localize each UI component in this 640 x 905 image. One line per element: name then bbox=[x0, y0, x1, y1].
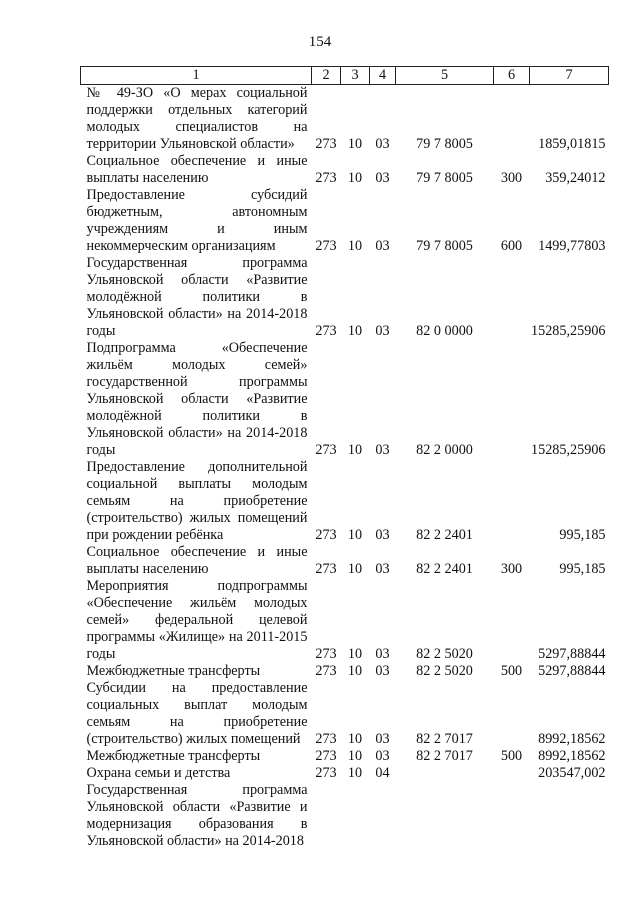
expense-type-code bbox=[494, 85, 530, 154]
column-header: 1 bbox=[81, 67, 312, 85]
target-article-code: 82 2 2401 bbox=[416, 561, 473, 577]
target-article-code: 79 7 8005 bbox=[416, 170, 473, 186]
expense-type-code bbox=[494, 340, 530, 459]
column-header: 6 bbox=[494, 67, 530, 85]
ministry-code: 273 bbox=[315, 731, 337, 747]
ministry-code: 273 bbox=[315, 765, 337, 781]
row-name: Подпрограмма «Обеспечение жильём молодых семей» государственной программы Ульяновской области «Развитие молодёжной политики в Ульяновской области» на 2014-2018 годы bbox=[86, 340, 308, 458]
amount: 203547,002 bbox=[538, 765, 606, 781]
ministry-code bbox=[312, 782, 341, 850]
section-code bbox=[341, 782, 370, 850]
row-name: Предоставление субсидий бюджетным, автономным учреждениям и иным некоммерческим организациям bbox=[86, 187, 308, 254]
table-row bbox=[81, 85, 609, 154]
subsection-code: 03 bbox=[375, 136, 390, 152]
amount: 5297,88844 bbox=[538, 663, 606, 679]
expense-type-code: 300 bbox=[500, 561, 523, 577]
column-header: 3 bbox=[341, 67, 370, 85]
subsection-code: 03 bbox=[375, 323, 390, 339]
table-row bbox=[81, 782, 609, 850]
ministry-code: 273 bbox=[315, 136, 337, 152]
subsection-code bbox=[370, 782, 396, 850]
ministry-code: 273 bbox=[315, 561, 337, 577]
amount: 5297,88844 bbox=[538, 646, 606, 662]
target-article-code bbox=[396, 782, 494, 850]
column-header: 2 bbox=[312, 67, 341, 85]
target-article-code: 82 2 5020 bbox=[416, 646, 473, 662]
amount: 995,185 bbox=[559, 527, 606, 543]
row-name: Мероприятия подпрограммы «Обеспечение жильём молодых семей» федеральной целевой программы «Жилище» на 2011-2015 годы bbox=[86, 578, 308, 662]
amount: 1499,77803 bbox=[538, 238, 606, 254]
target-article-code: 82 2 7017 bbox=[416, 748, 473, 764]
subsection-code: 03 bbox=[375, 646, 390, 662]
row-name: Государственная программа Ульяновской области «Развитие и модернизация образования в Ульяновской области» на 2014-2018 bbox=[86, 782, 308, 849]
subsection-code: 03 bbox=[375, 442, 390, 458]
subsection-code: 03 bbox=[375, 561, 390, 577]
table-row bbox=[81, 544, 609, 578]
expense-type-code: 500 bbox=[500, 748, 523, 764]
budget-table bbox=[80, 66, 609, 850]
expense-type-code bbox=[494, 255, 530, 340]
row-name: Охрана семьи и детства bbox=[86, 765, 231, 781]
expense-type-code: 300 bbox=[500, 170, 523, 186]
row-name: Субсидии на предоставление социальных выплат молодым семьям на приобретение (строительство) жилых помещений bbox=[86, 680, 308, 747]
target-article-code: 82 2 5020 bbox=[416, 663, 473, 679]
target-article-code: 82 2 0000 bbox=[416, 442, 473, 458]
ministry-code: 273 bbox=[315, 527, 337, 543]
table-row bbox=[81, 748, 609, 765]
table-row bbox=[81, 340, 609, 459]
table-row bbox=[81, 153, 609, 187]
amount: 995,185 bbox=[559, 561, 606, 577]
amount: 359,24012 bbox=[545, 170, 606, 186]
subsection-code: 03 bbox=[375, 238, 390, 254]
ministry-code: 273 bbox=[315, 170, 337, 186]
target-article-code: 79 7 8005 bbox=[416, 136, 473, 152]
subsection-code: 03 bbox=[375, 748, 390, 764]
section-code: 10 bbox=[347, 765, 363, 781]
subsection-code: 04 bbox=[375, 765, 390, 781]
target-article-code bbox=[396, 765, 494, 782]
column-header: 5 bbox=[396, 67, 494, 85]
row-name: Социальное обеспечение и иные выплаты населению bbox=[86, 544, 308, 577]
section-code: 10 bbox=[347, 136, 363, 152]
ministry-code: 273 bbox=[315, 323, 337, 339]
table-row bbox=[81, 187, 609, 255]
row-name: Предоставление дополнительной социальной выплаты молодым семьям на приобретение (строительство) жилых помещений при рождении ребёнка bbox=[86, 459, 308, 543]
column-header: 4 bbox=[370, 67, 396, 85]
row-name: Государственная программа Ульяновской области «Развитие молодёжной политики в Ульяновской области» на 2014-2018 годы bbox=[86, 255, 308, 339]
expense-type-code bbox=[494, 680, 530, 748]
section-code: 10 bbox=[347, 646, 363, 662]
table-row bbox=[81, 663, 609, 680]
amount: 8992,18562 bbox=[538, 748, 606, 764]
amount: 8992,18562 bbox=[538, 731, 606, 747]
row-name: Межбюджетные трансферты bbox=[86, 663, 261, 679]
row-name: № 49-ЗО «О мерах социальной поддержки отдельных категорий молодых специалистов на территории Ульяновской области» bbox=[86, 85, 308, 152]
table-row bbox=[81, 255, 609, 340]
section-code: 10 bbox=[347, 663, 363, 679]
ministry-code: 273 bbox=[315, 646, 337, 662]
row-name: Межбюджетные трансферты bbox=[86, 748, 261, 764]
expense-type-code bbox=[494, 459, 530, 544]
ministry-code: 273 bbox=[315, 663, 337, 679]
target-article-code: 79 7 8005 bbox=[416, 238, 473, 254]
table-row bbox=[81, 459, 609, 544]
subsection-code: 03 bbox=[375, 527, 390, 543]
ministry-code: 273 bbox=[315, 442, 337, 458]
ministry-code: 273 bbox=[315, 238, 337, 254]
section-code: 10 bbox=[347, 748, 363, 764]
amount: 15285,25906 bbox=[531, 442, 606, 458]
ministry-code: 273 bbox=[315, 748, 337, 764]
section-code: 10 bbox=[347, 561, 363, 577]
subsection-code: 03 bbox=[375, 731, 390, 747]
amount: 15285,25906 bbox=[531, 323, 606, 339]
expense-type-code: 600 bbox=[500, 238, 523, 254]
table-row bbox=[81, 680, 609, 748]
row-name: Социальное обеспечение и иные выплаты населению bbox=[86, 153, 308, 186]
table-body bbox=[81, 85, 609, 851]
amount bbox=[530, 782, 609, 850]
target-article-code: 82 0 0000 bbox=[416, 323, 473, 339]
target-article-code: 82 2 7017 bbox=[416, 731, 473, 747]
expense-type-code bbox=[494, 765, 530, 782]
target-article-code: 82 2 2401 bbox=[416, 527, 473, 543]
subsection-code: 03 bbox=[375, 663, 390, 679]
section-code: 10 bbox=[347, 442, 363, 458]
expense-type-code bbox=[494, 782, 530, 850]
section-code: 10 bbox=[347, 238, 363, 254]
table-header-row bbox=[81, 67, 609, 85]
section-code: 10 bbox=[347, 731, 363, 747]
section-code: 10 bbox=[347, 323, 363, 339]
table-row bbox=[81, 578, 609, 663]
section-code: 10 bbox=[347, 170, 363, 186]
amount: 1859,01815 bbox=[538, 136, 606, 152]
expense-type-code: 500 bbox=[500, 663, 523, 679]
table-row bbox=[81, 765, 609, 782]
page-number: 154 bbox=[308, 34, 332, 50]
section-code: 10 bbox=[347, 527, 363, 543]
expense-type-code bbox=[494, 578, 530, 663]
column-header: 7 bbox=[530, 67, 609, 85]
subsection-code: 03 bbox=[375, 170, 390, 186]
